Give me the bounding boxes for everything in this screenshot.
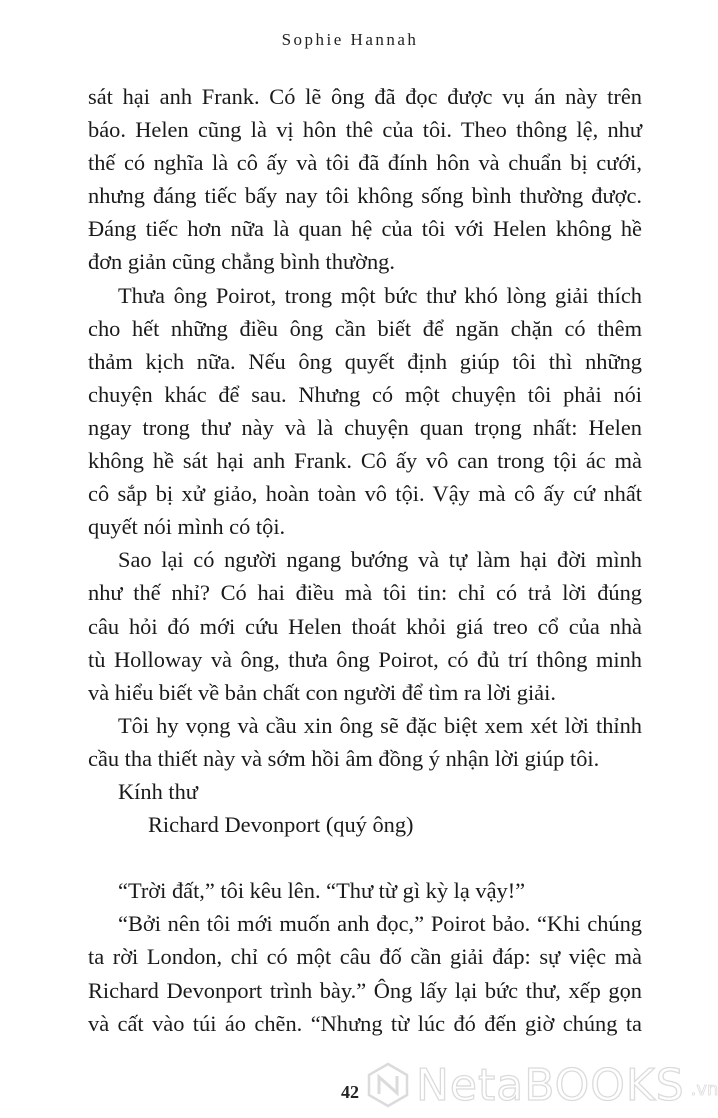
- paragraph: [88, 543, 642, 708]
- paragraph: [88, 279, 642, 544]
- text-line: nhưng đáng tiếc bấy nay tôi không sống bình thường được.: [88, 183, 642, 209]
- text-line: báo. Helen cũng là vị hôn thê của tôi. Theo thông lệ, như: [88, 117, 642, 143]
- paragraph: [88, 709, 642, 775]
- text-line: tù Holloway và ông, thưa ông Poirot, có đủ trí thông minh: [88, 646, 642, 672]
- page-number: 42: [341, 1082, 359, 1102]
- text-line: cô sắp bị xử giảo, hoàn toàn vô tội. Vậy mà cô ấy cứ nhất: [88, 481, 642, 507]
- text-line: Sao lại có người ngang bướng và tự làm hại đời mình: [118, 547, 642, 573]
- text-line: và cất vào túi áo chẽn. “Nhưng từ lúc đó đến giờ chúng ta: [88, 1010, 642, 1036]
- paragraph: [88, 907, 642, 1039]
- body-text: [88, 80, 642, 1040]
- letter-closing: Kính thư: [118, 778, 198, 804]
- letter-signature: Richard Devonport (quý ông): [148, 812, 414, 838]
- watermark-brand: NetaBOOKS: [416, 1059, 685, 1111]
- section-gap: [88, 841, 642, 874]
- text-line: không hề sát hại anh Frank. Cô ấy vô can trong tội ác mà: [88, 448, 642, 474]
- text-line: “Bởi nên tôi mới muốn anh đọc,” Poirot bảo. “Khi chúng: [118, 911, 642, 937]
- text-line: ta rời London, chỉ có một câu đố cần giải đáp: sự việc mà: [88, 944, 642, 970]
- text-line: quyết nói mình có tội.: [88, 514, 286, 540]
- text-line: câu hỏi đó mới cứu Helen thoát khỏi giá treo cổ của nhà: [88, 613, 642, 639]
- text-line: Tôi hy vọng và cầu xin ông sẽ đặc biệt xem xét lời thỉnh: [118, 712, 642, 738]
- watermark-tld: .vn: [690, 1079, 718, 1100]
- text-line: “Trời đất,” tôi kêu lên. “Thư từ gì kỳ lạ vậy!”: [118, 878, 526, 904]
- text-line: Richard Devonport trình bày.” Ông lấy lại bức thư, xếp gọn: [88, 977, 642, 1003]
- text-line: chuyện khác để sau. Nhưng có một chuyện tôi phải nói: [88, 381, 642, 407]
- text-line: đơn giản cũng chẳng bình thường.: [88, 249, 395, 275]
- text-line: thế có nghĩa là cô ấy và tôi đã đính hôn và chuẩn bị cưới,: [88, 150, 642, 176]
- running-head: Sophie Hannah: [281, 30, 419, 49]
- text-line: cho hết những điều ông cần biết để ngăn chặn có thêm: [88, 315, 642, 341]
- text-line: thảm kịch nữa. Nếu ông quyết định giúp tôi thì những: [88, 348, 642, 374]
- text-line: như thế nhỉ? Có hai điều mà tôi tin: chỉ có trả lời đúng: [88, 580, 642, 606]
- text-line: Đáng tiếc hơn nữa là quan hệ của tôi với Helen không hề: [88, 216, 642, 242]
- text-line: ngay trong thư này và là chuyện quan trọng nhất: Helen: [88, 414, 642, 440]
- text-line: sát hại anh Frank. Có lẽ ông đã đọc được vụ án này trên: [88, 84, 642, 109]
- text-line: cầu tha thiết này và sớm hồi âm đồng ý nhận lời giúp tôi.: [88, 745, 600, 771]
- text-line: và hiểu biết về bản chất con người để tìm ra lời giải.: [88, 679, 556, 705]
- text-line: Thưa ông Poirot, trong một bức thư khó lòng giải thích: [118, 282, 642, 308]
- paragraph: [88, 80, 642, 279]
- paragraph: [88, 874, 642, 907]
